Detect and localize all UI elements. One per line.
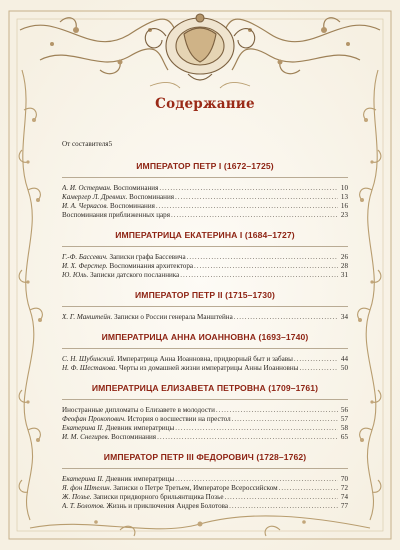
entry-author: От составителя bbox=[62, 140, 109, 148]
dot-leader bbox=[216, 406, 338, 415]
entry-page-number: 65 bbox=[340, 433, 348, 441]
entry-title: Записки графа Бассевича bbox=[109, 253, 186, 261]
entry-page-number: 10 bbox=[340, 184, 348, 192]
section-divider bbox=[62, 348, 348, 349]
entry-author: Камергер Л. Древних. bbox=[62, 193, 128, 201]
entry-page-number: 34 bbox=[340, 313, 348, 321]
toc-entry[interactable] bbox=[62, 211, 348, 220]
entry-title: Черты из домашней жизни императрицы Анны Иоанновны bbox=[119, 364, 299, 372]
dot-leader bbox=[234, 313, 338, 322]
entry-title: Иностранные дипломаты о Елизавете в молодости bbox=[62, 406, 215, 414]
entry-title: Дневник императрицы bbox=[105, 475, 175, 483]
entry-page-number: 31 bbox=[340, 271, 348, 279]
toc-entry[interactable] bbox=[62, 262, 348, 271]
toc-section bbox=[62, 161, 348, 220]
entry-title: Воспоминания bbox=[111, 433, 157, 441]
entry-page-number: 57 bbox=[340, 415, 348, 423]
entry-title: Записки датского посланника bbox=[90, 271, 180, 279]
section-divider bbox=[62, 306, 348, 307]
toc-entry[interactable] bbox=[62, 364, 348, 373]
section-heading: ИМПЕРАТОР ПЕТР III ФЕДОРОВИЧ (1728–1762) bbox=[103, 452, 307, 462]
entry-title: Воспоминания bbox=[109, 202, 155, 210]
entry-author: С. Н. Шубинский. bbox=[62, 355, 116, 363]
entry-author: И. А. Черкасов. bbox=[62, 202, 109, 210]
dot-leader bbox=[225, 493, 339, 502]
entry-title: Дневник императрицы bbox=[105, 424, 175, 432]
entry-page-number: 23 bbox=[340, 211, 348, 219]
entry-page-number: 26 bbox=[340, 253, 348, 261]
entry-author: Я. фон Штелин. bbox=[62, 484, 112, 492]
section-divider bbox=[62, 177, 348, 178]
entry-page-number: 74 bbox=[340, 493, 348, 501]
toc-entry[interactable] bbox=[62, 313, 348, 322]
entry-author: Ж. Позье. bbox=[62, 493, 92, 501]
dot-leader bbox=[175, 475, 338, 484]
dot-leader bbox=[180, 271, 338, 280]
entry-page-number: 50 bbox=[340, 364, 348, 372]
entry-title: Воспоминания bbox=[129, 193, 175, 201]
toc-entry[interactable] bbox=[62, 493, 348, 502]
dot-leader bbox=[187, 253, 338, 262]
dot-leader bbox=[156, 202, 338, 211]
section-heading: ИМПЕРАТРИЦА ЕЛИЗАВЕТА ПЕТРОВНА (1709–1761) bbox=[91, 383, 319, 393]
entry-title: Воспоминания приближенных царя bbox=[62, 211, 170, 219]
entry-author: И. Х. Ферстер. bbox=[62, 262, 108, 270]
toc-content bbox=[62, 96, 348, 521]
entry-page-number: 70 bbox=[340, 475, 348, 483]
entry-page-number: 77 bbox=[340, 502, 348, 510]
entry-author: Екатерина II. bbox=[62, 424, 104, 432]
entry-page-number: 72 bbox=[340, 484, 348, 492]
toc-entry[interactable] bbox=[62, 253, 348, 262]
entry-title: Записки придворного брильянтщика Позье bbox=[93, 493, 224, 501]
entry-page-number: 16 bbox=[340, 202, 348, 210]
toc-entry[interactable] bbox=[62, 484, 348, 493]
section-divider bbox=[62, 468, 348, 469]
dot-leader bbox=[171, 211, 338, 220]
toc-entry[interactable] bbox=[62, 271, 348, 280]
toc-entry[interactable] bbox=[62, 424, 348, 433]
entry-page-number: 44 bbox=[340, 355, 348, 363]
section-heading: ИМПЕРАТОР ПЕТР I (1672–1725) bbox=[136, 161, 274, 171]
entry-author: Екатерина II. bbox=[62, 475, 104, 483]
entry-title: История о восшествии на престол bbox=[127, 415, 231, 423]
toc-entry[interactable] bbox=[62, 475, 348, 484]
dot-leader bbox=[157, 433, 338, 442]
toc-entry[interactable] bbox=[62, 433, 348, 442]
dot-leader bbox=[294, 355, 338, 364]
section-heading: ИМПЕРАТРИЦА АННА ИОАННОВНА (1693–1740) bbox=[101, 332, 309, 342]
toc-section bbox=[62, 452, 348, 511]
toc-section bbox=[62, 332, 348, 373]
entry-title: Записки о России генерала Манштейна bbox=[114, 313, 233, 321]
entry-page-number: 58 bbox=[340, 424, 348, 432]
toc-section bbox=[62, 383, 348, 442]
toc-entry[interactable] bbox=[62, 406, 348, 415]
entry-title: Записки о Петре Третьем, Императоре Всероссийском bbox=[113, 484, 278, 492]
dot-leader bbox=[232, 415, 338, 424]
entry-author: Феофан Прокопович. bbox=[62, 415, 126, 423]
toc-section bbox=[62, 230, 348, 280]
page-title: Содержание bbox=[155, 96, 255, 112]
toc-entry[interactable] bbox=[62, 202, 348, 211]
entry-title: Жизнь и приключения Андрея Болотова bbox=[106, 502, 229, 510]
section-divider bbox=[62, 246, 348, 247]
entry-author: И. М. Снегирев. bbox=[62, 433, 110, 441]
toc-section bbox=[62, 290, 348, 322]
toc-entry[interactable] bbox=[62, 184, 348, 193]
entry-author: А. Т. Болотов. bbox=[62, 502, 105, 510]
toc-entry[interactable] bbox=[62, 193, 348, 202]
toc-intro-entry[interactable] bbox=[62, 140, 348, 149]
section-heading: ИМПЕРАТОР ПЕТР II (1715–1730) bbox=[135, 290, 275, 300]
dot-leader bbox=[175, 424, 338, 433]
section-heading: ИМПЕРАТРИЦА ЕКАТЕРИНА I (1684–1727) bbox=[115, 230, 295, 240]
entry-author: Х. Г. Манштейн. bbox=[62, 313, 113, 321]
dot-leader bbox=[194, 262, 338, 271]
dot-leader bbox=[159, 184, 338, 193]
entry-author: Н. Ф. Шестакова. bbox=[62, 364, 118, 372]
dot-leader bbox=[279, 484, 338, 493]
entry-title: Воспоминания bbox=[113, 184, 159, 192]
entry-page-number: 56 bbox=[340, 406, 348, 414]
entry-page-number: 28 bbox=[340, 262, 348, 270]
entry-page-number: 5 bbox=[108, 140, 113, 148]
dot-leader bbox=[299, 364, 338, 373]
entry-title: Императрица Анна Иоанновна, придворный быт и забавы bbox=[117, 355, 293, 363]
entry-title: Воспоминания архитектора bbox=[109, 262, 194, 270]
section-divider bbox=[62, 399, 348, 400]
entry-page-number: 13 bbox=[340, 193, 348, 201]
entry-author: Ю. Юль. bbox=[62, 271, 89, 279]
entry-author: Г.-Ф. Бассевич. bbox=[62, 253, 108, 261]
entry-author: А. И. Остерман. bbox=[62, 184, 112, 192]
dot-leader bbox=[229, 502, 338, 511]
dot-leader bbox=[175, 193, 338, 202]
toc-entry[interactable] bbox=[62, 355, 348, 364]
toc-entry[interactable] bbox=[62, 502, 348, 511]
toc-entry[interactable] bbox=[62, 415, 348, 424]
